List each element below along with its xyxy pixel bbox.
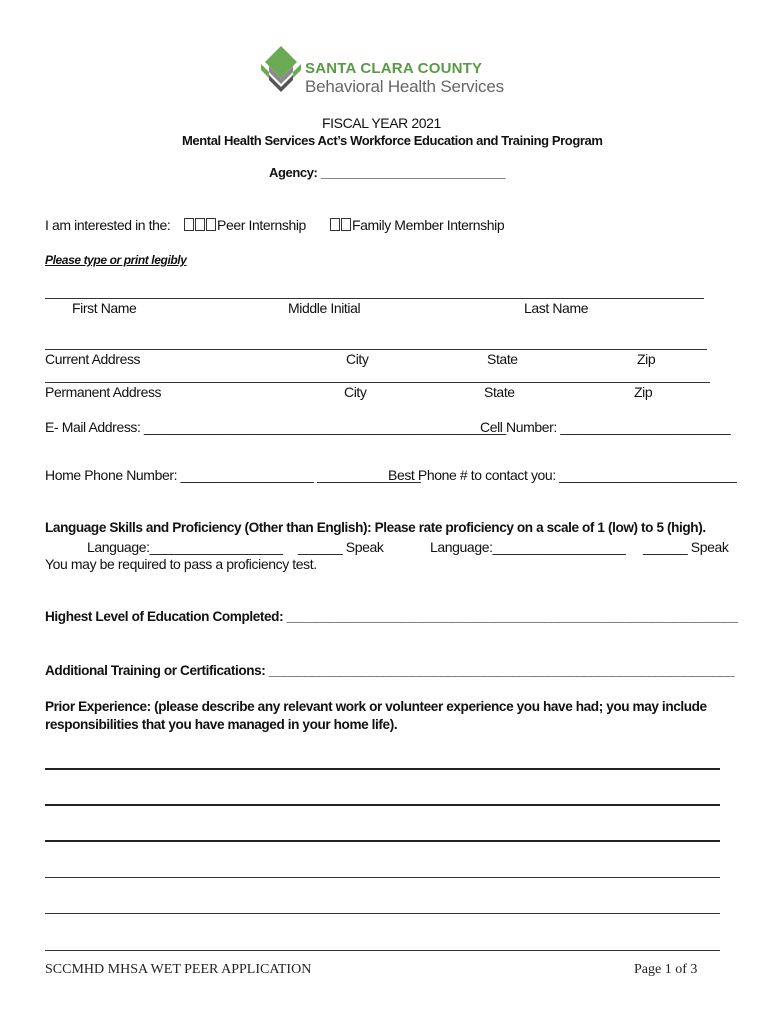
current-zip-label: Zip <box>637 351 656 367</box>
permanent-city-label: City <box>344 384 367 400</box>
checkbox-icon <box>341 218 351 231</box>
last-name-label: Last Name <box>524 300 589 316</box>
logo-org-name: SANTA CLARA COUNTY <box>305 60 483 77</box>
fiscal-year-title: FISCAL YEAR 2021 <box>322 115 441 131</box>
proficiency-note: You may be required to pass a proficiency test. <box>45 556 317 572</box>
first-name-label: First Name <box>72 300 137 316</box>
cell-number-field[interactable]: Cell Number: _______________________ <box>480 419 731 435</box>
language-1-field[interactable]: Language:__________________ <box>87 539 283 555</box>
interest-label: I am interested in the: <box>45 217 171 233</box>
permanent-state-label: State <box>484 384 515 400</box>
prior-experience-line1: Prior Experience: (please describe any relevant work or volunteer experience you have had; you may include <box>45 699 707 714</box>
permanent-address-label: Permanent Address <box>45 384 162 400</box>
home-phone-field[interactable]: Home Phone Number: __________________ ______________ <box>45 467 421 483</box>
checkbox-icon <box>195 218 205 231</box>
current-address-label: Current Address <box>45 351 141 367</box>
agency-field[interactable]: Agency: ___________________________ <box>269 165 506 180</box>
language-2-field[interactable]: Language:__________________ <box>430 539 626 555</box>
name-input-line[interactable] <box>45 298 704 299</box>
diamond-chevron-logo-icon <box>259 46 303 94</box>
checkbox-icon[interactable] <box>330 218 340 231</box>
checkbox-icon <box>206 218 216 231</box>
footer-page-number: Page 1 of 3 <box>634 962 698 977</box>
email-field[interactable]: E- Mail Address: _________________________________________________ <box>45 419 506 435</box>
education-field[interactable]: Highest Level of Education Completed: _______________________________________________________________ <box>45 609 738 624</box>
experience-line[interactable] <box>45 804 720 806</box>
permanent-address-input-line[interactable] <box>45 382 710 383</box>
experience-line[interactable] <box>45 877 720 878</box>
family-internship-option[interactable] <box>330 217 504 233</box>
current-address-input-line[interactable] <box>45 349 707 350</box>
middle-initial-label: Middle Initial <box>288 300 361 316</box>
peer-internship-label: Peer Internship <box>217 217 306 233</box>
family-internship-label: Family Member Internship <box>352 217 505 233</box>
speak-2-field[interactable]: ______ Speak <box>643 539 729 555</box>
logo-sub-name: Behavioral Health Services <box>305 77 504 96</box>
instruction-text: Please type or print legibly <box>45 253 187 267</box>
footer-form-name: SCCMHD MHSA WET PEER APPLICATION <box>45 962 312 977</box>
language-heading: Language Skills and Proficiency (Other than English): Please rate proficiency on a scale of 1 (low) to 5 (high). <box>45 520 706 535</box>
peer-internship-option[interactable] <box>184 217 306 233</box>
prior-experience-line2: responsibilities that you have managed in your home life). <box>45 717 398 732</box>
experience-line[interactable] <box>45 768 720 770</box>
experience-line[interactable] <box>45 950 720 951</box>
experience-line[interactable] <box>45 913 720 914</box>
training-field[interactable]: Additional Training or Certifications: _________________________________________________________________ <box>45 663 735 678</box>
current-state-label: State <box>487 351 518 367</box>
speak-1-field[interactable]: ______ Speak <box>298 539 384 555</box>
permanent-zip-label: Zip <box>634 384 653 400</box>
program-title: Mental Health Services Act’s Workforce Education and Training Program <box>182 133 603 148</box>
checkbox-icon[interactable] <box>184 218 194 231</box>
current-city-label: City <box>346 351 369 367</box>
best-phone-field[interactable]: Best Phone # to contact you: ________________________ <box>388 467 737 483</box>
experience-line[interactable] <box>45 840 720 842</box>
